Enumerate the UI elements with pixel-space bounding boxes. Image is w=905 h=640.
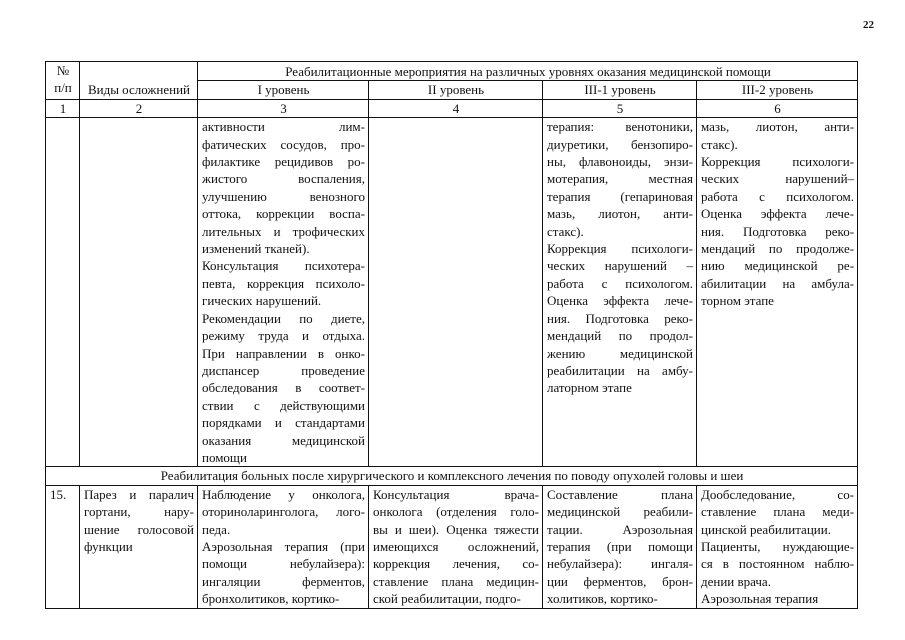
continued-level-2-cell — [369, 118, 543, 467]
text-line: ния. Подготовка реко- — [701, 223, 855, 239]
text-line: Дообследование, со- — [701, 486, 855, 502]
header-row-1 — [46, 62, 858, 81]
row-15-level-3-1-cell — [543, 485, 697, 608]
text-line: педа. — [202, 521, 231, 537]
header-level-1: I уровень — [198, 81, 369, 99]
text-line: ции ферментов, брон- — [547, 573, 693, 589]
text-line: шение голосовой — [84, 521, 194, 537]
text-line: диуретики, бензопиро- — [547, 136, 693, 152]
rehabilitation-table — [45, 61, 858, 609]
text-line: Пациенты, нуждающие- — [701, 538, 855, 554]
text-line: стакс). — [701, 136, 738, 152]
section-heading-row — [46, 467, 858, 485]
text-line: ны, флавоноиды, энзи- — [547, 154, 693, 170]
text-lines — [701, 486, 854, 608]
text-line: терапия (при помощи — [547, 538, 693, 554]
text-line: Аэрозольная терапия — [701, 591, 819, 607]
continued-level-1-cell — [198, 118, 369, 467]
row-15-number: 15. — [46, 485, 80, 608]
continued-level-3-2-cell — [697, 118, 858, 467]
text-line: Коррекция психологи- — [701, 154, 855, 170]
text-line: Консультация психотера- — [202, 258, 365, 274]
row-15-level-3-2-cell — [697, 485, 858, 608]
header-number-abbrev: п/п — [54, 80, 72, 96]
column-number-4: 4 — [369, 99, 543, 117]
text-line: ческих нарушений– — [701, 171, 855, 187]
text-line: гических нарушений. — [202, 293, 322, 309]
text-line: работа с психологом. — [547, 275, 693, 291]
text-line: помощи — [202, 449, 247, 465]
continued-number-cell — [46, 118, 80, 467]
text-line: латорном этапе — [547, 380, 632, 396]
text-lines — [84, 486, 194, 556]
text-line: активности лим- — [202, 119, 365, 135]
text-line: лительных и трофических — [202, 223, 365, 239]
column-number-row — [46, 99, 858, 117]
row-15 — [46, 485, 858, 608]
column-number-6: 6 — [697, 99, 858, 117]
header-number-cell — [46, 62, 80, 100]
row-15-level-2-cell — [369, 485, 543, 608]
header-level-3-1: III-1 уровень — [543, 81, 697, 99]
text-line: имеющихся осложнений, — [373, 538, 539, 554]
text-line: терапия: венотоники, — [547, 119, 693, 135]
text-line: холитиков, кортико- — [547, 591, 658, 607]
text-line: ния. Подготовка реко- — [547, 310, 693, 326]
text-line: гортани, нару- — [84, 504, 194, 520]
text-line: мендаций по продол- — [547, 328, 693, 344]
text-line: вы и шеи). Оценка тяжести — [373, 521, 539, 537]
text-line: жистого воспаления, — [202, 171, 365, 187]
text-line: помощи небулайзера): — [202, 556, 365, 572]
text-line: ставление плана медицин- — [373, 573, 539, 589]
continued-row — [46, 118, 858, 467]
text-line: Наблюдение у онколога, — [202, 486, 365, 502]
text-line: Парез и паралич — [84, 486, 194, 502]
text-line: диспансер проведение — [202, 362, 365, 378]
header-level-2: II уровень — [369, 81, 543, 99]
text-line: обследования в соответ- — [202, 380, 365, 396]
text-line: абилитации на амбула- — [701, 275, 855, 291]
text-line: оказания медицинской — [202, 432, 365, 448]
text-line: певта, коррекция психоло- — [202, 275, 365, 291]
column-number-1: 1 — [46, 99, 80, 117]
text-line: ской реабилитации, подго- — [373, 591, 521, 607]
text-line: ческих нарушений – — [547, 258, 693, 274]
text-lines — [202, 486, 365, 608]
continued-level-3-1-cell — [543, 118, 697, 467]
header-number-symbol: № — [56, 63, 70, 78]
text-line: коррекция лечения, со- — [373, 556, 539, 572]
text-line: тации. Аэрозольная — [547, 521, 693, 537]
text-line: медицинской реабили- — [547, 504, 693, 520]
page-number: 22 — [863, 19, 874, 31]
text-line: реабилитации на амбу- — [547, 362, 693, 378]
header-complication-types: Виды осложнений — [80, 62, 198, 100]
text-line: Составление плана — [547, 486, 693, 502]
text-line: изменений тканей). — [202, 241, 310, 257]
text-line: оттока, коррекции воспа- — [202, 206, 365, 222]
text-line: Оценка эффекта лече- — [701, 206, 855, 222]
text-line: дении врача. — [701, 573, 771, 589]
text-line: мендаций по продолже- — [701, 241, 855, 257]
text-line: Коррекция психологи- — [547, 241, 693, 257]
header-merged-title: Реабилитационные мероприятия на различных уровнях оказания медицинской помощи — [198, 62, 858, 81]
text-line: Аэрозольная терапия (при — [202, 538, 365, 554]
text-line: улучшению венозного — [202, 188, 365, 204]
text-lines — [547, 486, 693, 608]
text-line: фатических сосудов, про- — [202, 136, 365, 152]
text-line: порядками и стандартами — [202, 415, 365, 431]
text-lines — [547, 118, 693, 397]
text-line: мазь, лиотон, анти- — [547, 206, 693, 222]
text-line: филактике рецидивов ро- — [202, 154, 365, 170]
text-line: небулайзера): ингаля- — [547, 556, 693, 572]
text-line: режиму труда и отдыха. — [202, 328, 365, 344]
text-line: Рекомендации по диете, — [202, 310, 365, 326]
row-15-complications-cell — [80, 485, 198, 608]
text-line: работа с психологом. — [701, 188, 855, 204]
text-line: Оценка эффекта лече- — [547, 293, 693, 309]
text-line: мазь, лиотон, анти- — [701, 119, 855, 135]
text-line: жению медицинской — [547, 345, 693, 361]
continued-complication-cell — [80, 118, 198, 467]
column-number-5: 5 — [543, 99, 697, 117]
text-line: ставление плана меди- — [701, 504, 855, 520]
text-line: ствии с действующими — [202, 397, 365, 413]
column-number-2: 2 — [80, 99, 198, 117]
column-number-3: 3 — [198, 99, 369, 117]
text-line: ингаляции ферментов, — [202, 573, 365, 589]
text-line: торном этапе — [701, 293, 774, 309]
text-line: стакс). — [547, 223, 584, 239]
section-title: Реабилитация больных после хирургического и комплексного лечения по поводу опухолей головы и шеи — [46, 467, 858, 485]
header-level-3-2: III-2 уровень — [697, 81, 858, 99]
text-lines — [373, 486, 539, 608]
text-line: оториноларинголога, лого- — [202, 504, 365, 520]
text-line: нию медицинской ре- — [701, 258, 855, 274]
text-line: функции — [84, 538, 133, 554]
text-line: онколога (отделения голо- — [373, 504, 539, 520]
text-line: ся в постоянном наблю- — [701, 556, 855, 572]
row-15-level-1-cell — [198, 485, 369, 608]
text-lines — [701, 118, 854, 309]
text-line: бронхолитиков, кортико- — [202, 591, 340, 607]
text-line: терапия (гепариновая — [547, 188, 693, 204]
text-line: цинской реабилитации. — [701, 521, 831, 537]
text-line: Консультация врача- — [373, 486, 539, 502]
text-line: мотерапия, местная — [547, 171, 693, 187]
text-lines — [202, 118, 365, 466]
text-line: При направлении в онко- — [202, 345, 365, 361]
